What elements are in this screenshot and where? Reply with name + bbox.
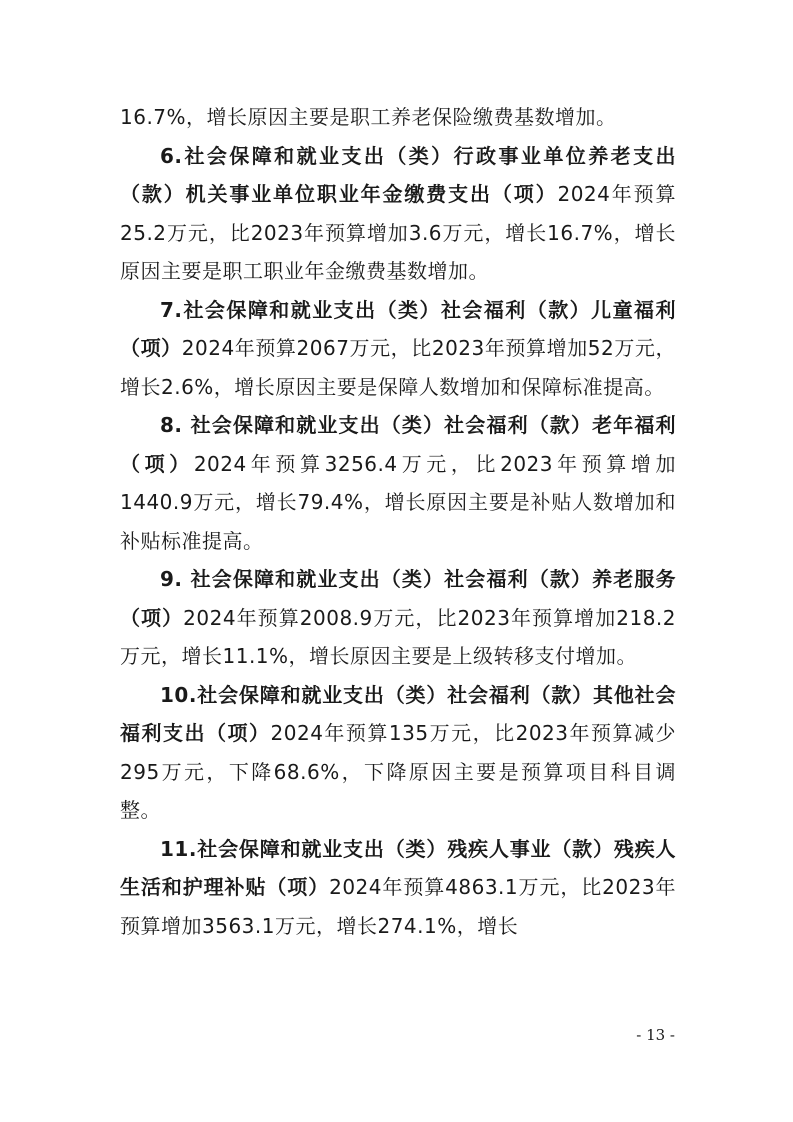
- paragraph-body: 2024年预算2008.9万元，比2023年预算增加218.2万元，增长11.1%，增长原因主要是上级转移支付增加。: [120, 605, 676, 668]
- item-heading: 11.社会保障和就业支出（类）残疾人事业（款）残疾人生活和护理补贴（项）: [120, 836, 676, 899]
- paragraph-continuation: [120, 98, 676, 137]
- paragraph-body: 16.7%，增长原因主要是职工养老保险缴费基数增加。: [120, 105, 617, 129]
- item-heading: 7.社会保障和就业支出（类）社会福利（款）儿童福利（项）: [120, 297, 676, 360]
- paragraph-item-7: [120, 291, 676, 407]
- paragraph-body: 2024年预算3256.4万元，比2023年预算增加1440.9万元，增长79.4%，增长原因主要是补贴人数增加和补贴标准提高。: [120, 451, 677, 553]
- item-heading: 9. 社会保障和就业支出（类）社会福利（款）养老服务（项）: [120, 567, 676, 630]
- paragraph-body: 2024年预算2067万元，比2023年预算增加52万元，增长2.6%，增长原因主要是保障人数增加和保障标准提高。: [120, 336, 676, 399]
- paragraph-item-11: [120, 830, 676, 946]
- paragraph-item-8: [120, 406, 676, 560]
- page-number: - 13 -: [636, 1026, 675, 1044]
- paragraph-body: 2024年预算4863.1万元，比2023年预算增加3563.1万元，增长274.1%，增长: [120, 875, 676, 938]
- paragraph-item-9: [120, 560, 676, 676]
- paragraph-body: 2024年预算25.2万元，比2023年预算增加3.6万元，增长16.7%，增长原因主要是职工职业年金缴费基数增加。: [120, 182, 677, 283]
- paragraph-body: 2024年预算135万元，比2023年预算减少295万元，下降68.6%，下降原因主要是预算项目科目调整。: [120, 721, 676, 822]
- paragraph-item-6: [120, 137, 676, 291]
- item-heading: 10.社会保障和就业支出（类）社会福利（款）其他社会福利支出（项）: [120, 682, 676, 745]
- item-heading: 8. 社会保障和就业支出（类）社会福利（款）老年福利（项）: [120, 413, 676, 476]
- item-heading: 6.社会保障和就业支出（类）行政事业单位养老支出（款）机关事业单位职业年金缴费支出（项）: [120, 143, 676, 206]
- paragraph-item-10: [120, 676, 676, 830]
- document-body: [120, 98, 676, 945]
